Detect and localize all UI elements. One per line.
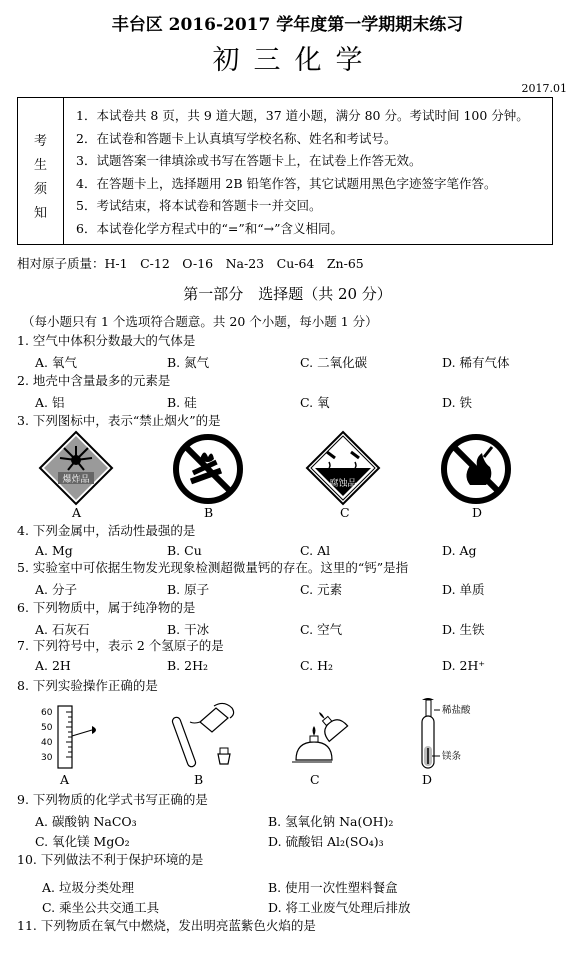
figure-label: C: [310, 772, 320, 787]
option: A. Mg: [35, 543, 73, 558]
option: A. 氧气: [35, 355, 77, 370]
section-title: 第一部分 选择题（共 20 分）: [183, 285, 392, 303]
tick-label: 30: [41, 753, 53, 763]
question-stem: 8. 下列实验操作正确的是: [17, 678, 158, 693]
option: B. 干冰: [167, 622, 210, 637]
notice-box: [17, 97, 553, 245]
option: D. 单质: [442, 582, 485, 597]
option: A. 铝: [35, 395, 65, 410]
option: D. 铁: [442, 395, 473, 410]
sign-text: 腐蚀品: [329, 479, 357, 489]
option: D. 硫酸铝 Al₂(SO₄)₃: [268, 834, 384, 849]
question-stem: 10. 下列做法不利于保护环境的是: [17, 852, 204, 867]
question-stem: 1. 空气中体积分数最大的气体是: [17, 333, 196, 348]
graduated-cylinder-icon: [40, 700, 110, 772]
question-stem: 9. 下列物质的化学式书写正确的是: [17, 792, 208, 807]
option: C. 空气: [300, 622, 343, 637]
figure-label: A: [72, 505, 82, 520]
option: C. 乘坐公共交通工具: [42, 900, 160, 915]
option: A. 分子: [35, 582, 77, 597]
option: C. 氧化镁 MgO₂: [35, 834, 130, 849]
side-char: 考: [34, 134, 48, 149]
figure-label: D: [422, 772, 433, 787]
option: D. 生铁: [442, 622, 485, 637]
option: B. Cu: [167, 543, 202, 558]
option: B. 硅: [167, 395, 197, 410]
option: B. 原子: [167, 582, 210, 597]
question-stem: 11. 下列物质在氧气中燃烧，发出明亮蓝紫色火焰的是: [17, 918, 316, 933]
option: C. Al: [300, 543, 331, 558]
option: D. 稀有气体: [442, 355, 510, 370]
option: B. 2H₂: [167, 658, 208, 673]
question-stem: 3. 下列图标中，表示“禁止烟火”的是: [17, 413, 221, 428]
figure-label: A: [60, 772, 70, 787]
question-stem: 7. 下列符号中，表示 2 个氢原子的是: [17, 638, 224, 653]
reagent-label: 镁条: [442, 751, 462, 762]
pouring-liquid-icon: [160, 698, 250, 774]
test-tube-reaction-icon: [400, 698, 490, 774]
sign-text: 爆炸品: [62, 475, 90, 485]
subject-title: 初三化学: [212, 45, 377, 76]
option: C. 二氧化碳: [300, 355, 368, 370]
option: D. Ag: [442, 543, 477, 558]
option: C. H₂: [300, 658, 333, 673]
figure-label: B: [204, 505, 214, 520]
question-stem: 6. 下列物质中，属于纯净物的是: [17, 600, 196, 615]
option: A. 垃圾分类处理: [42, 880, 134, 895]
figure-label: C: [340, 505, 350, 520]
notice-rule: 5．考试结束，将本试卷和答题卡一并交回。: [76, 198, 322, 214]
question-stem: 2. 地壳中含量最多的元素是: [17, 373, 171, 388]
notice-rule: 1．本试卷共 8 页，共 9 道大题，37 道小题，满分 80 分。考试时间 100 分钟。: [76, 108, 529, 123]
notice-rule: 2．在试卷和答题卡上认真填写学校名称、姓名和考试号。: [76, 130, 397, 146]
exam-date: 2017.01: [521, 82, 567, 95]
option: A. 石灰石: [35, 622, 90, 637]
notice-rule: 4．在答题卡上，选择题用 2B 铅笔作答，其它试题用黑色字迹签字笔作答。: [76, 175, 497, 191]
option: B. 氮气: [167, 355, 210, 370]
figure-label: B: [194, 772, 204, 787]
figure-label: D: [472, 505, 483, 520]
side-char: 生: [34, 158, 48, 173]
notice-rule: 3．试题答案一律填涂或书写在答题卡上，在试卷上作答无效。: [76, 153, 422, 169]
option: B. 氢氧化钠 Na(OH)₂: [268, 814, 394, 829]
atomic-masses: 相对原子质量：H-1 C-12 O-16 Na-23 Cu-64 Zn-65: [17, 256, 364, 271]
notice-rules: [64, 98, 552, 241]
notice-rule: 6．本试卷化学方程式中的“=”和“→”含义相同。: [76, 220, 343, 236]
alcohol-lamp-icon: [290, 700, 360, 772]
corrosive-sign-icon: [305, 430, 381, 506]
no-burning-sign-icon: [172, 433, 244, 505]
no-fire-sign-icon: [440, 433, 512, 505]
explosive-sign-icon: [38, 430, 114, 506]
tick-label: 50: [41, 723, 53, 733]
option: D. 2H⁺: [442, 658, 485, 673]
reagent-label: 稀盐酸: [442, 705, 471, 716]
question-stem: 5. 实验室中可依据生物发光现象检测超微量钙的存在。这里的“钙”是指: [17, 560, 409, 575]
exam-title: 丰台区 2016-2017 学年度第一学期期末练习: [111, 15, 464, 35]
question-stem: 4. 下列金属中，活动性最强的是: [17, 523, 196, 538]
option: C. 元素: [300, 582, 343, 597]
tick-label: 40: [41, 738, 53, 748]
side-char: 须: [34, 182, 48, 197]
section-instruction: （每小题只有 1 个选项符合题意。共 20 个小题，每小题 1 分）: [22, 314, 378, 329]
notice-side-label: [18, 98, 64, 244]
option: A. 碳酸钠 NaCO₃: [35, 814, 137, 829]
option: D. 将工业废气处理后排放: [268, 900, 411, 915]
option: A. 2H: [35, 658, 71, 673]
option: C. 氧: [300, 395, 330, 410]
tick-label: 60: [41, 708, 53, 718]
side-char: 知: [34, 206, 48, 221]
option: B. 使用一次性塑料餐盒: [268, 880, 398, 895]
